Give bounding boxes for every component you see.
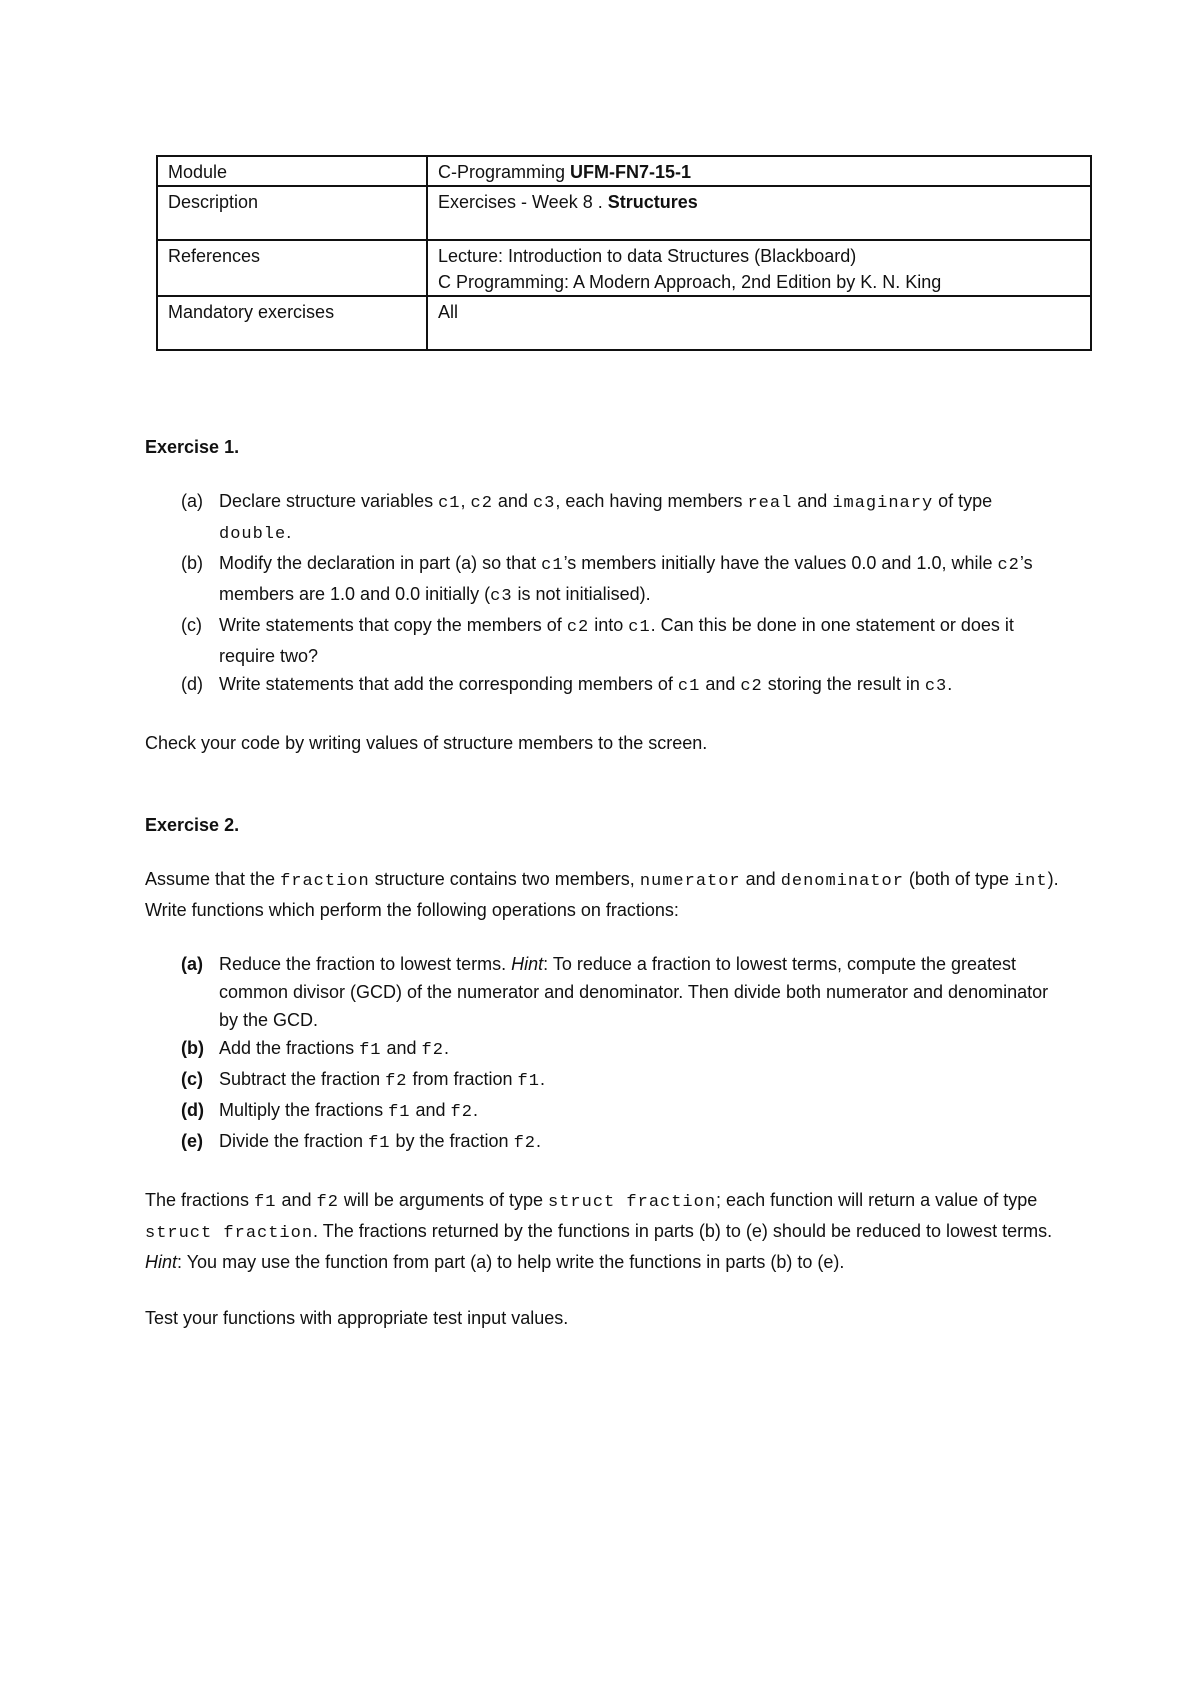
code-text: c2 <box>566 618 590 637</box>
table-row <box>157 156 1091 186</box>
intro-text: (both of type <box>903 869 1014 889</box>
item-text: . <box>443 1038 449 1058</box>
code-text: c3 <box>490 587 513 606</box>
list-item <box>145 611 1065 670</box>
item-label: (e) <box>181 1131 203 1151</box>
reference-book: C Programming: A Modern Approach, 2nd Edition by K. N. King <box>438 272 942 292</box>
item-text: into <box>589 615 629 635</box>
code-text: int <box>1013 872 1048 891</box>
code-text: f1 <box>359 1041 382 1060</box>
item-text: Write statements that copy the members of <box>219 615 567 635</box>
item-text: Add the fractions <box>219 1038 360 1058</box>
item-text: . <box>535 1131 541 1151</box>
list-item <box>145 670 1065 701</box>
list-item <box>145 1127 1065 1158</box>
item-label: (c) <box>181 615 202 635</box>
item-text: Write statements that add the corresponding members of <box>219 674 678 694</box>
item-label: (d) <box>181 1100 204 1120</box>
item-label: (d) <box>181 674 203 694</box>
table-row <box>157 296 1091 350</box>
list-item <box>145 950 1065 1034</box>
paragraph-text: ; each function will return a value of type <box>716 1190 1038 1210</box>
code-text: f2 <box>385 1072 408 1091</box>
exercise2-test-text: Test your functions with appropriate test input values. <box>145 1308 569 1328</box>
table-row <box>157 186 1091 240</box>
code-text: f1 <box>517 1072 540 1091</box>
list-item <box>145 487 1065 549</box>
exercises-content <box>145 433 1065 1332</box>
item-text: and <box>492 491 533 511</box>
item-text: by the fraction <box>390 1131 514 1151</box>
item-label: (b) <box>181 1038 204 1058</box>
code-text: c2 <box>470 494 493 513</box>
module-value <box>427 156 1091 186</box>
code-text: c3 <box>532 494 556 513</box>
item-text: Divide the fraction <box>219 1131 369 1151</box>
item-text: Modify the declaration in part (a) so that <box>219 553 542 573</box>
item-text: Multiply the fractions <box>219 1100 389 1120</box>
code-text: c2 <box>740 677 763 696</box>
paragraph-text: : You may use the function from part (a) to help write the functions in parts (b) to (e). <box>177 1252 845 1272</box>
exercise1-heading: Exercise 1. <box>145 437 240 457</box>
item-text: from fraction <box>407 1069 518 1089</box>
code-text: f1 <box>388 1103 411 1122</box>
item-text: and <box>792 491 833 511</box>
code-text: f2 <box>513 1134 536 1153</box>
hint-label: Hint <box>145 1252 178 1272</box>
item-text: , <box>460 491 471 511</box>
exercise2-intro <box>145 865 1065 924</box>
module-label: Module <box>157 156 427 186</box>
description-label: Description <box>157 186 427 240</box>
item-text: ’s members initially have the values 0.0 and 1.0, while <box>563 553 998 573</box>
module-name: C-Programming <box>438 162 571 182</box>
item-text: . <box>472 1100 478 1120</box>
list-item <box>145 1034 1065 1065</box>
code-text: f2 <box>421 1041 444 1060</box>
code-text: f2 <box>450 1103 473 1122</box>
code-text: fraction <box>280 872 370 891</box>
item-text: . <box>947 674 953 694</box>
code-text: struct fraction <box>548 1193 717 1212</box>
item-text: and <box>381 1038 422 1058</box>
code-text: c1 <box>628 618 651 637</box>
references-label: References <box>157 240 427 296</box>
description-value <box>427 186 1091 240</box>
exercise1-list <box>145 487 1065 701</box>
item-text: of type <box>933 491 993 511</box>
code-text: real <box>747 494 793 513</box>
mandatory-label: Mandatory exercises <box>157 296 427 350</box>
code-text: struct fraction <box>145 1224 314 1243</box>
list-item <box>145 1096 1065 1127</box>
intro-text: ). Write functions which perform the following operations on fractions: <box>145 869 1059 920</box>
code-text: numerator <box>639 872 741 891</box>
list-item <box>145 1065 1065 1096</box>
paragraph-text: The fractions <box>145 1190 255 1210</box>
code-text: f2 <box>316 1193 339 1212</box>
paragraph-text: will be arguments of type <box>338 1190 549 1210</box>
item-label: (b) <box>181 553 203 573</box>
mandatory-value: All <box>427 296 1091 350</box>
item-text: Subtract the fraction <box>219 1069 386 1089</box>
item-text: is not initialised). <box>512 584 651 604</box>
code-text: denominator <box>780 872 904 891</box>
code-text: c1 <box>541 556 564 575</box>
code-text: double <box>219 525 287 544</box>
exercise1-check-text: Check your code by writing values of structure members to the screen. <box>145 733 708 753</box>
intro-text: and <box>740 869 781 889</box>
code-text: c2 <box>997 556 1020 575</box>
table-row <box>157 240 1091 296</box>
item-text: , each having members <box>555 491 748 511</box>
code-text: c1 <box>677 677 701 696</box>
exercise2-paragraph <box>145 1186 1065 1276</box>
intro-text: structure contains two members, <box>369 869 640 889</box>
code-text: c1 <box>438 494 461 513</box>
item-text: and <box>700 674 741 694</box>
module-code: UFM-FN7-15-1 <box>570 162 692 182</box>
list-item <box>145 549 1065 611</box>
code-text: f1 <box>368 1134 391 1153</box>
exercise2-heading: Exercise 2. <box>145 815 240 835</box>
exercise2-list <box>145 950 1065 1158</box>
code-text: f1 <box>254 1193 277 1212</box>
item-label: (a) <box>181 954 203 974</box>
references-value <box>427 240 1091 296</box>
description-week: Exercises - Week 8 . <box>438 192 608 212</box>
item-text: Declare structure variables <box>219 491 439 511</box>
item-label: (c) <box>181 1069 203 1089</box>
item-text: . <box>539 1069 545 1089</box>
item-text: . Can this be done in one statement or does it require two? <box>219 615 1014 666</box>
code-text: imaginary <box>832 494 934 513</box>
description-topic: Structures <box>607 192 698 212</box>
item-text: ’s members are 1.0 and 0.0 initially ( <box>219 553 1033 604</box>
hint-label: Hint <box>511 954 544 974</box>
code-text: c3 <box>924 677 948 696</box>
item-text: : To reduce a fraction to lowest terms, compute the greatest common divisor (GCD) of the numerator and denominator. Then divide both numerator and denominator by the GCD. <box>219 954 1049 1030</box>
paragraph-text: and <box>276 1190 317 1210</box>
intro-text: Assume that the <box>145 869 281 889</box>
reference-lecture: Lecture: Introduction to data Structures (Blackboard) <box>438 246 857 266</box>
item-text: and <box>410 1100 451 1120</box>
paragraph-text: . The fractions returned by the functions in parts (b) to (e) should be reduced to lowest terms. <box>313 1221 1053 1241</box>
item-text: . <box>286 522 292 542</box>
item-text: storing the result in <box>762 674 925 694</box>
module-info-table <box>156 155 1092 351</box>
item-label: (a) <box>181 491 203 511</box>
item-text: Reduce the fraction to lowest terms. <box>219 954 512 974</box>
